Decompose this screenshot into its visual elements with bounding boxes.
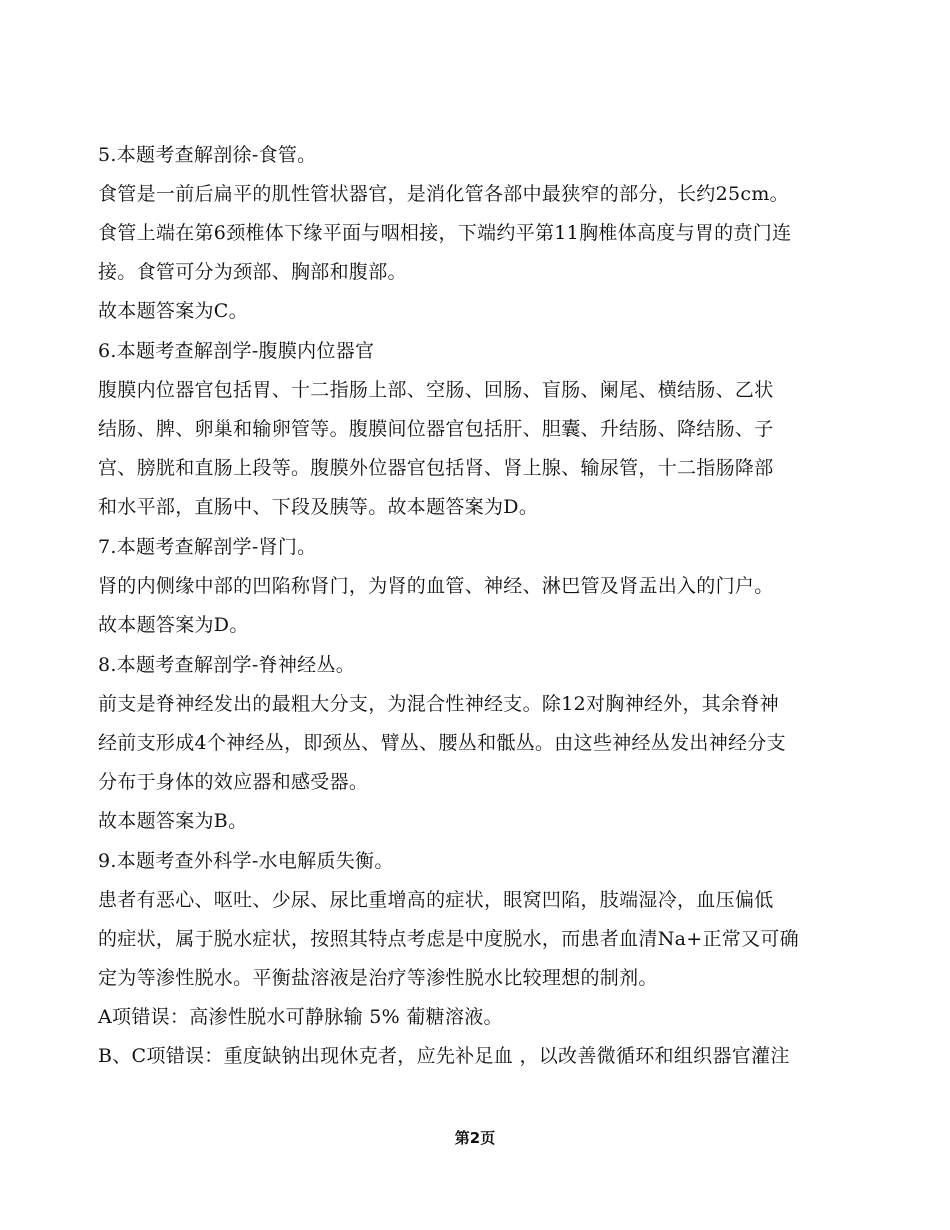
answer-line: 故本题答案为D。 [98, 614, 249, 636]
answer-section-6 [98, 336, 873, 522]
paragraph-line: 宫、膀胱和直肠上段等。腹膜外位器官包括肾、肾上腺、输尿管，十二指肠降部 [98, 457, 774, 479]
section-heading: 6.本题考查解剖学-腹膜内位器官 [98, 340, 375, 362]
paragraph-line: 分布于身体的效应器和感受器。 [98, 771, 369, 793]
paragraph-line: 接。食管可分为颈部、胸部和腹部。 [98, 261, 407, 283]
paragraph-line: 患者有恶心、呕吐、少尿、尿比重增高的症状，眼窝凹陷，肢端湿冷，血压偏低 [98, 889, 774, 911]
section-heading: 7.本题考查解剖学-肾门。 [98, 536, 317, 558]
section-heading: 8.本题考查解剖学-脊神经丛。 [98, 654, 356, 676]
section-heading: 9.本题考查外科学-水电解质失衡。 [98, 850, 394, 872]
paragraph-line: 食管上端在第6颈椎体下缘平面与咽相接，下端约平第11胸椎体高度与胃的贲门连 [98, 222, 792, 244]
paragraph-line: 前支是脊神经发出的最粗大分支，为混合性神经支。除12对胸神经外，其余脊神 [98, 693, 779, 715]
answer-line: 故本题答案为C。 [98, 300, 248, 322]
answer-line: 故本题答案为B。 [98, 810, 248, 832]
section-heading: 5.本题考查解剖徐-食管。 [98, 144, 317, 166]
paragraph-line: 经前支形成4个神经丛，即颈丛、臂丛、腰丛和骶丛。由这些神经丛发出神经分支 [98, 732, 786, 754]
paragraph-line: 肾的内侧缘中部的凹陷称肾门，为肾的血管、神经、淋巴管及肾盂出入的门户。 [98, 575, 774, 597]
answer-section-5 [98, 140, 873, 326]
answer-section-9 [98, 846, 873, 1071]
page-number: 第2页 [454, 1129, 496, 1147]
paragraph-line: 结肠、脾、卵巢和输卵管等。腹膜间位器官包括肝、胆囊、升结肠、降结肠、子 [98, 418, 774, 440]
option-explanation-line: B、C项错误：重度缺钠出现休克者，应先补足血 ，以改善微循环和组织器官灌注 [98, 1045, 790, 1067]
paragraph-line: 定为等渗性脱水。平衡盐溶液是治疗等渗性脱水比较理想的制剂。 [98, 967, 658, 989]
answer-section-8 [98, 650, 873, 836]
option-explanation-line: A项错误：高渗性脱水可静脉输 5% 葡糖溶液。 [98, 1006, 503, 1028]
document-body [98, 140, 873, 1081]
paragraph-line: 腹膜内位器官包括胃、十二指肠上部、空肠、回肠、盲肠、阑尾、横结肠、乙状 [98, 379, 774, 401]
paragraph-line: 和水平部，直肠中、下段及胰等。故本题答案为D。 [98, 496, 539, 518]
paragraph-line: 食管是一前后扁平的肌性管状器官，是消化管各部中最狭窄的部分，长约25cm。 [98, 183, 789, 205]
paragraph-line: 的症状，属于脱水症状，按照其特点考虑是中度脱水，而患者血清Na+正常又可确 [98, 928, 799, 950]
answer-section-7 [98, 532, 873, 640]
